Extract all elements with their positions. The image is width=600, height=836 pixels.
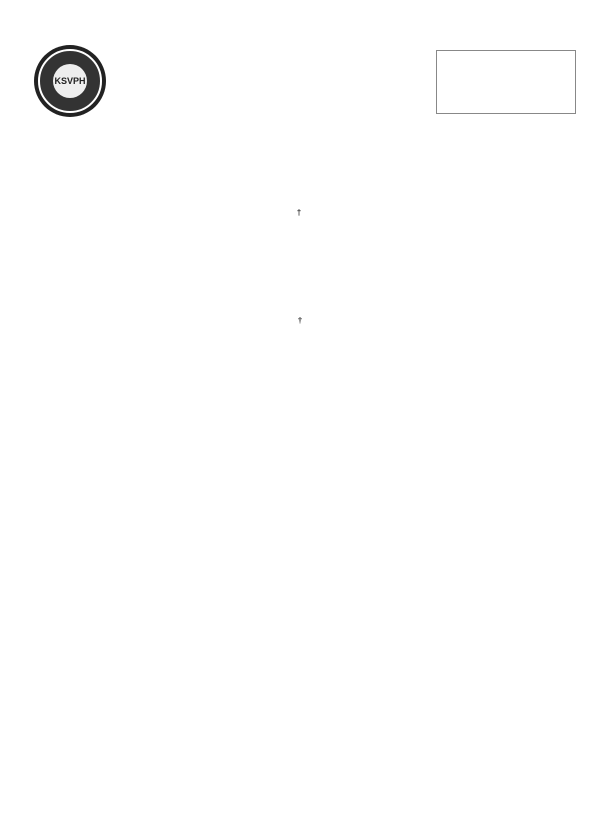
korean-authors: [0, 208, 600, 225]
journal-name-box: [436, 50, 576, 114]
seal-ring: [38, 49, 102, 113]
seal-center: KSVPH: [53, 64, 87, 98]
society-seal-icon: [34, 45, 106, 117]
dagger-mark: †: [297, 208, 303, 217]
english-authors: [0, 316, 600, 332]
dagger-mark: †: [298, 316, 302, 325]
